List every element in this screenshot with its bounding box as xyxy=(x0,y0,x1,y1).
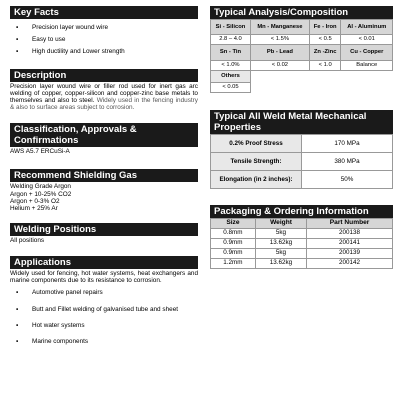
table-cell: 1.2mm xyxy=(211,259,256,269)
table-cell: Fe - Iron xyxy=(309,20,341,35)
mechanical-table xyxy=(210,134,393,189)
table-cell: 5kg xyxy=(255,249,306,259)
table-cell: 5kg xyxy=(255,229,306,239)
table-cell: < 1.0 xyxy=(309,61,341,71)
list-item: ▪ Marine components xyxy=(10,338,198,345)
table-cell: Zn -Zinc xyxy=(309,45,341,61)
description-text xyxy=(10,83,198,111)
table-cell: 200141 xyxy=(307,239,393,249)
classification-text: AWS A5.7 ERCuSi-A xyxy=(10,148,70,156)
list-item: ▪ Butt and Fillet welding of galvanised tube and sheet xyxy=(10,306,198,313)
mechanical-heading: Typical All Weld Metal Mechanical Properties xyxy=(210,110,393,134)
table-cell: 0.2% Proof Stress xyxy=(211,135,302,153)
right-column xyxy=(210,6,393,269)
table-cell: Si - Silicon xyxy=(211,20,251,35)
table-cell: Mn - Manganese xyxy=(250,20,309,35)
list-item: ▪ Precision layer wound wire xyxy=(10,24,198,31)
table-cell: 0.8mm xyxy=(211,229,256,239)
table-cell: 200142 xyxy=(307,259,393,269)
key-facts-heading: Key Facts xyxy=(10,6,198,19)
table-row xyxy=(211,239,393,249)
table-cell: 0.9mm xyxy=(211,249,256,259)
table-cell: 200138 xyxy=(307,229,393,239)
table-cell: 0.9mm xyxy=(211,239,256,249)
list-item: Helium + 25% Ar xyxy=(10,204,58,212)
list-item: ▪ Easy to use xyxy=(10,36,198,43)
shielding-list xyxy=(10,183,198,211)
list-item: ▪ Automotive panel repairs xyxy=(10,289,198,296)
list-item: Welding Grade Argon xyxy=(10,183,71,191)
packaging-heading: Packaging & Ordering Information xyxy=(210,205,393,218)
table-cell: Al - Aluminum xyxy=(341,20,393,35)
table-cell: Others xyxy=(211,71,251,83)
table-row xyxy=(211,229,393,239)
table-row xyxy=(211,249,393,259)
key-facts-list xyxy=(10,24,198,55)
description-main: Precision layer wound wire or filler rod used for inert gas arc welding of copper, copper-silicon and copper-zinc base metals to themselves and also to steel. xyxy=(10,83,198,105)
table-cell: < 1.5% xyxy=(250,35,309,45)
table-row xyxy=(211,259,393,269)
table-cell: 13.62kg xyxy=(255,259,306,269)
table-cell: 50% xyxy=(302,171,393,189)
table-header-cell: Part Number xyxy=(307,219,393,229)
description-grey: Widely used in the fencing industry & also to surface areas subject to corrosion. xyxy=(10,97,198,112)
list-item: Argon + 10-25% CO2 xyxy=(10,190,72,198)
table-cell: 170 MPa xyxy=(302,135,393,153)
table-cell: Elongation (in 2 inches): xyxy=(211,171,302,189)
positions-text: All positions xyxy=(10,236,45,244)
analysis-table xyxy=(210,19,393,93)
table-header-cell: Weight xyxy=(255,219,306,229)
table-cell: < 0.5 xyxy=(309,35,341,45)
list-item: ▪ High ductility and Lower strength xyxy=(10,48,198,55)
table-cell: 13.62kg xyxy=(255,239,306,249)
table-cell: Cu - Copper xyxy=(341,45,393,61)
applications-heading: Applications xyxy=(10,256,198,269)
list-item: Argon + 0-3% O2 xyxy=(10,197,60,205)
left-column xyxy=(10,6,198,350)
table-header-cell: Size xyxy=(211,219,256,229)
table-cell: 200139 xyxy=(307,249,393,259)
packaging-table xyxy=(210,218,393,269)
classification-heading: Classification, Approvals & Confirmations xyxy=(10,123,198,147)
table-cell: 380 MPa xyxy=(302,153,393,171)
table-cell: 2.8 – 4.0 xyxy=(211,35,251,45)
table-cell: Sn - Tin xyxy=(211,45,251,61)
shielding-heading: Recommend Shielding Gas xyxy=(10,169,198,182)
table-header-row xyxy=(211,219,393,229)
table-cell: < 0.01 xyxy=(341,35,393,45)
positions-heading: Welding Positions xyxy=(10,223,198,236)
list-item: ▪ Hot water systems xyxy=(10,322,198,329)
analysis-heading: Typical Analysis/Composition xyxy=(210,6,393,19)
table-cell: Balance xyxy=(341,61,393,71)
table-cell: < 0.02 xyxy=(250,61,309,71)
table-cell: < 0.05 xyxy=(211,83,251,93)
description-heading: Description xyxy=(10,69,198,82)
applications-list xyxy=(10,289,198,345)
table-cell: Pb - Lead xyxy=(250,45,309,61)
applications-text: Widely used for fencing, hot water systems, heat exchangers and marine components due to its resistance to corrosion. xyxy=(10,269,198,285)
table-cell: < 1.0% xyxy=(211,61,251,71)
table-cell: Tensile Strength: xyxy=(211,153,302,171)
